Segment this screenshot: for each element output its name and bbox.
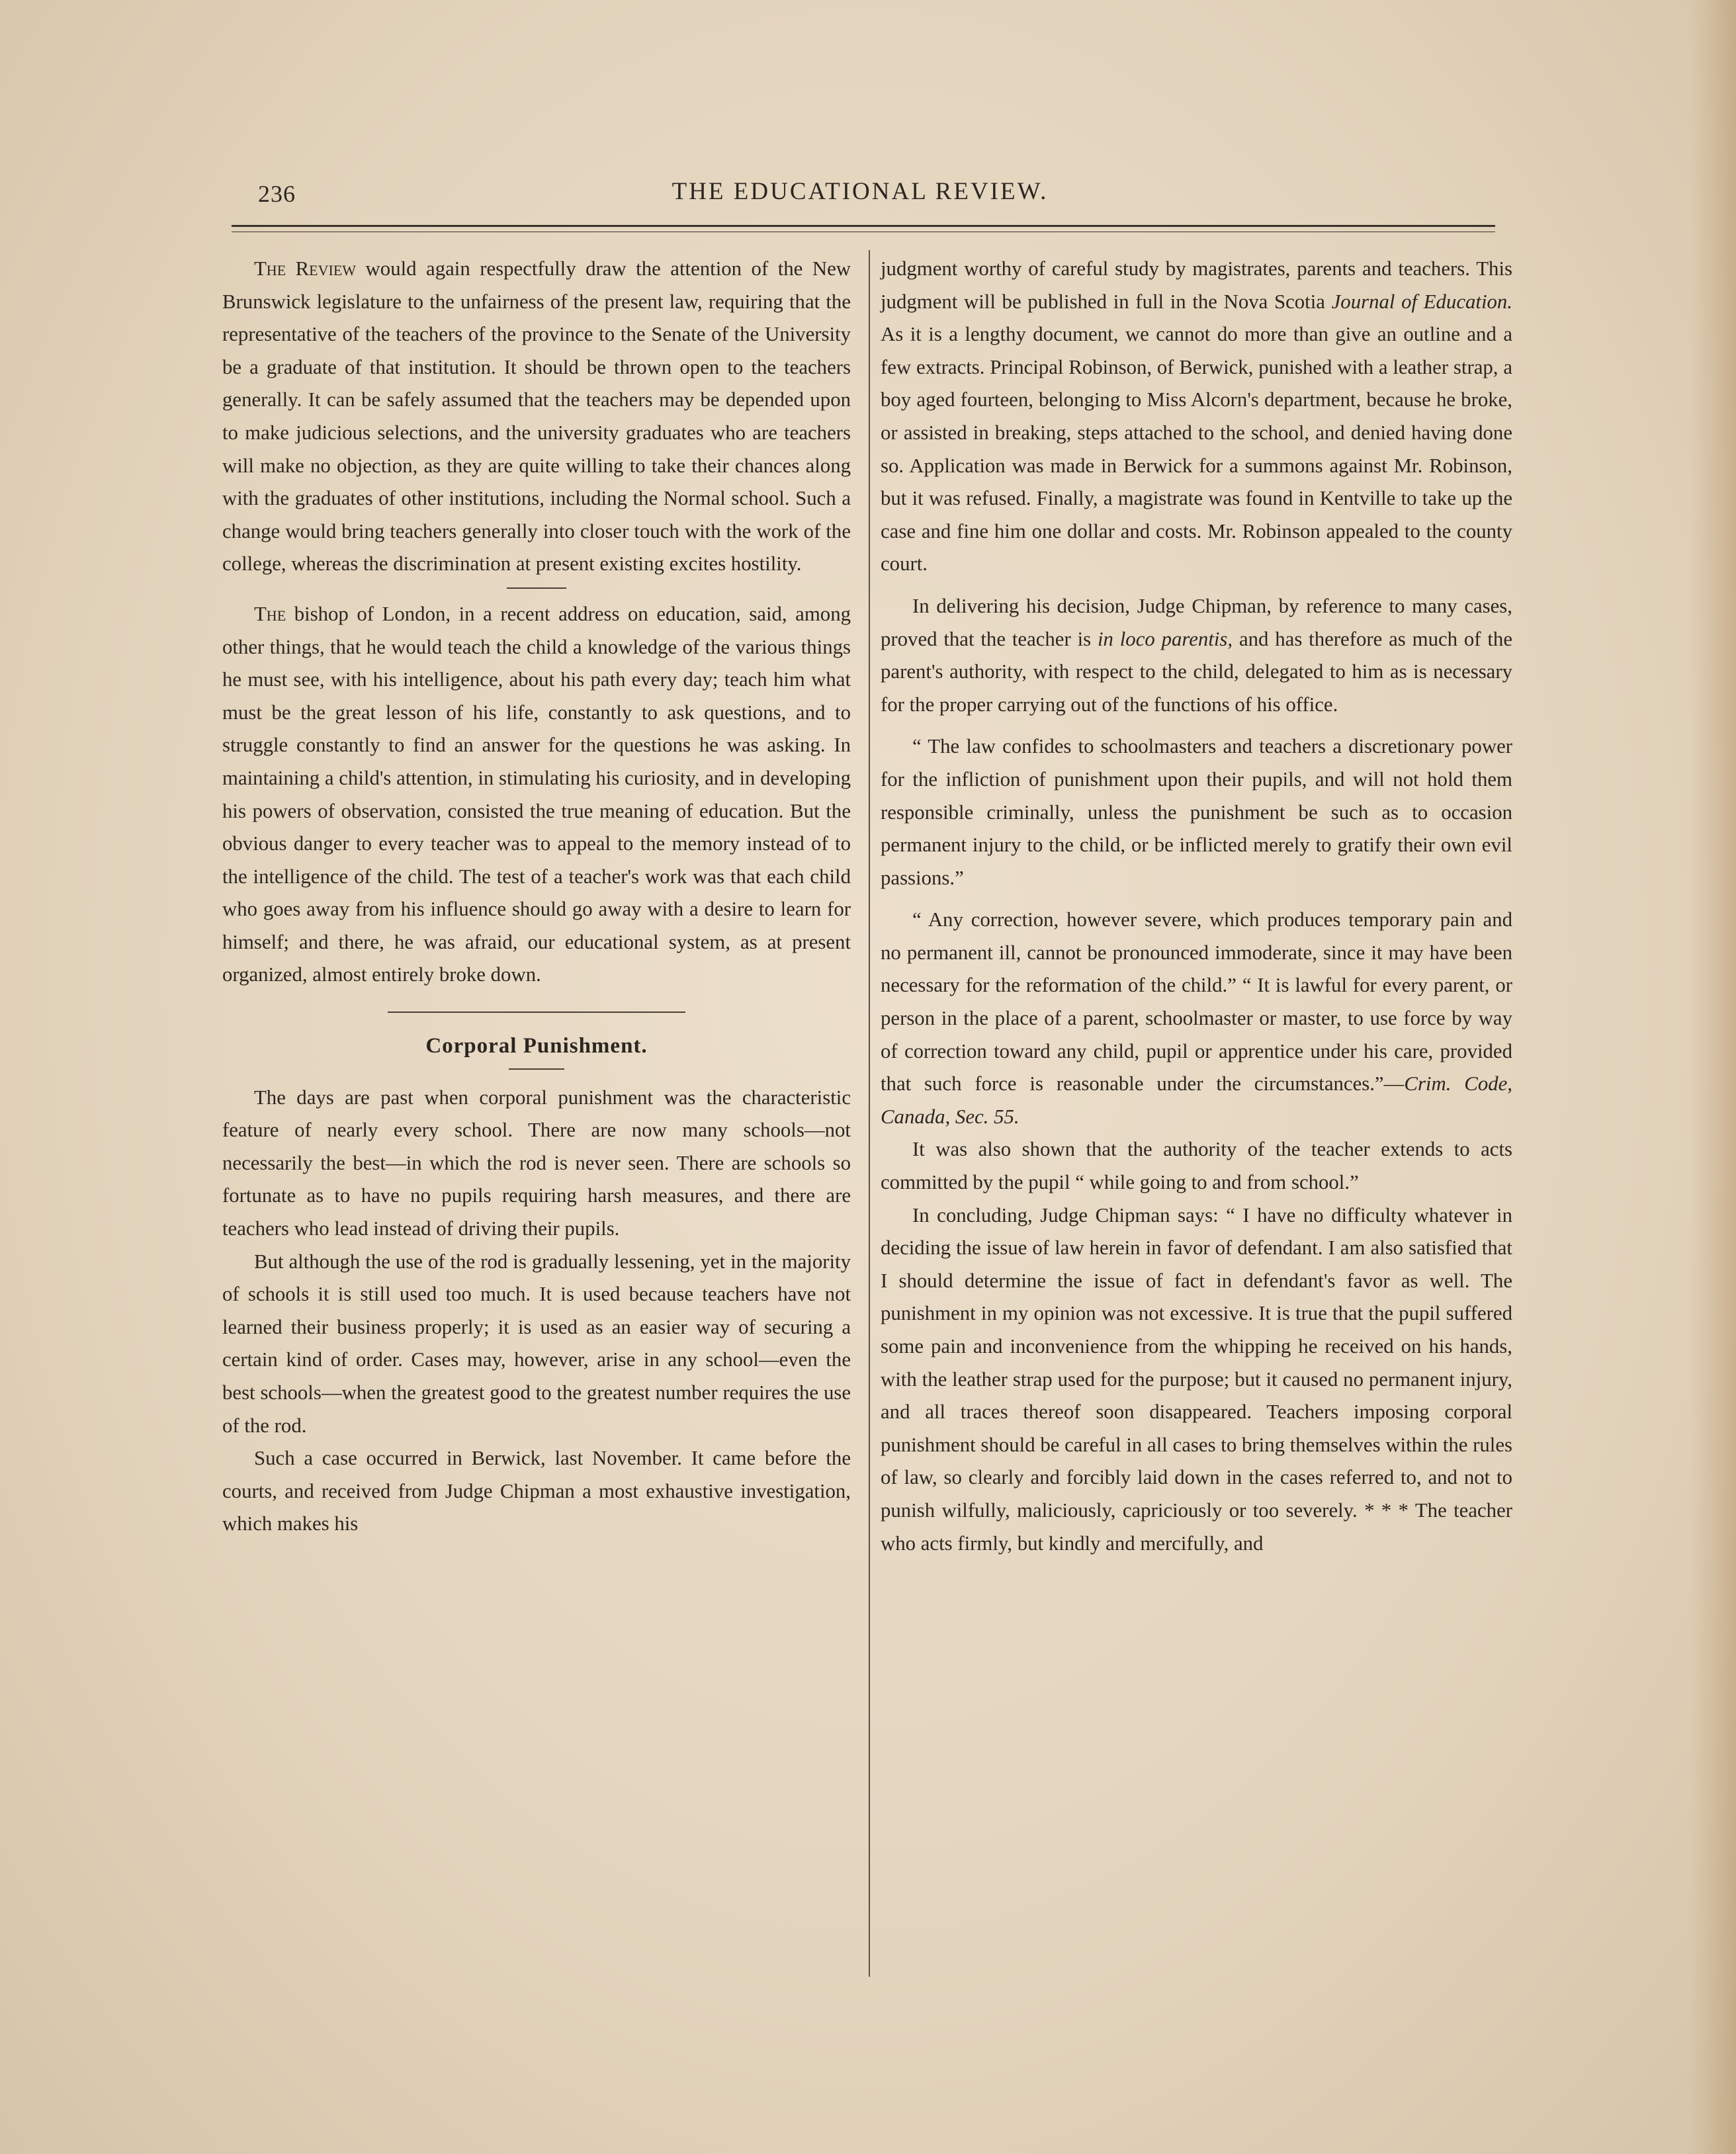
paragraph-text: As it is a lengthy document, we cannot do more than give an outline and a few extracts. Principal Robinson, of Berwick, punished with a leather strap, a boy aged fourteen, belonging to Miss Alcorn's department, because he broke, or assisted in breaking, steps attached to the school, and denied having done so. Application was made in Berwick for a summons against Mr. Robinson, but it was refused. Finally, a magistrate was found in Kentville to take up the case and fine him one dollar and costs. Mr. Robinson appealed to the county court. [881,323,1512,576]
running-title: THE EDUCATIONAL REVIEW. [672,178,1049,205]
paragraph-bishop-london [222,598,851,992]
paragraph-text: But although the use of the rod is gradually lessening, yet in the majority of schools it is still used too much. It is used because teachers have not learned their business properly; it is used as an easier way of securing a certain kind of order. Cases may, however, arise in any school—even the best schools—when the greatest good to the greatest number requires the use of the rod. [222,1250,851,1437]
italic-text: Journal of Education. [1331,290,1512,313]
section-divider [388,1012,685,1013]
right-column [881,253,1512,1560]
page-header [225,173,1495,213]
paragraph-text: In delivering his decision, Judge Chipman, by reference to many cases, proved that the teacher is [881,594,1512,650]
left-column [222,253,851,1541]
heading-rule [509,1068,564,1070]
italic-text: in loco parentis, [1097,627,1233,650]
page-number: 236 [258,181,296,207]
paragraph-decision [881,590,1512,721]
paragraph-review-senate [222,253,851,581]
italic-text: Crim. Code, Canada, Sec. 55. [881,1072,1512,1128]
paragraph-text: bishop of London, in a recent address on education, said, among other things, that he would teach the child a knowledge of the various things he must see, with his intelligence, about his path every day; teach him what must be the great lesson of his life, constantly to ask questions, and to struggle constantly to find an answer for the questions he was asking. In maintaining a child's attention, in stimulating his curiosity, and in developing his powers of observation, consisted the true meaning of education. But the obvious danger to every teacher was to appeal to the memory instead of to the intelligence of the child. The test of a teacher's work was that each child who goes away from his influence should go away with a desire to learn for himself; and there, he was afraid, our educational system, as at present organized, almost entirely broke down. [222,602,851,986]
page-edge-shadow [1690,0,1736,2154]
paragraph-text: It was also shown that the authority of the teacher extends to acts committed by the pupil “ while going to and from school.” [881,1138,1512,1194]
section-heading: Corporal Punishment. [425,1034,648,1058]
column-divider [869,250,870,1977]
paragraph-text: The days are past when corporal punishment was the characteristic feature of nearly every school. There are now many schools—not necessarily the best—in which the rod is never seen. There are schools so fortunate as to have no pupils requiring harsh measures, and there are teachers who lead instead of driving their pupils. [222,1086,851,1240]
paragraph-text: would again respectfully draw the attention of the New Brunswick legislature to the unfairness of the present law, requiring that the representative of the teachers of the province to the Senate of the University be a graduate of that institution. It should be thrown open to the teachers generally. It can be safely assumed that the teachers may be depended upon to make judicious selections, and the university graduates who are teachers will make no objection, as they are quite willing to take their chances along with the graduates of other institutions, including the Normal school. Such a change would bring teachers generally into closer touch with the work of the college, whereas the discrimination at present existing excites hostility. [222,257,851,576]
section-divider [507,587,566,589]
paragraph-text: “ Any correction, however severe, which produces temporary pain and no permanent ill, cannot be pronounced immoderate, since it may have been necessary for the reformation of the child.” “ It is lawful for every parent, or person in the place of a parent, schoolmaster or master, to use force by way of correction toward any child, pupil or apprentice under his care, provided that such force is reasonable under the circumstances.”— [881,908,1512,1096]
paragraph-text: and has therefore as much of the parent's authority, with respect to the child, delegated to him as is necessary for the proper carrying out of the functions of his office. [881,627,1512,716]
paragraph-text: judgment worthy of careful study by magistrates, parents and teachers. This judgment will be published in full in the Nova Scotia [881,257,1512,313]
lead-words: The Review [254,257,357,280]
paragraph-text: Such a case occurred in Berwick, last November. It came before the courts, and received from Judge Chipman a most exhaustive investigation, which makes his [222,1447,851,1535]
paragraph-continued [881,253,1512,581]
paragraph-quote: “ The law confides to schoolmasters and teachers a discretionary power for the infliction of punishment upon their pupils, and will not hold them responsible criminally, unless the punishment be such as to occasion permanent injury to the child, or be inflicted merely to gratify their own evil passions.” [881,735,1512,889]
header-rule [232,225,1495,227]
lead-words: The [254,602,286,625]
paragraph-quote-code [881,904,1512,1133]
paragraph-conclusion: In concluding, Judge Chipman says: “ I have no difficulty whatever in deciding the issue of law herein in favor of defendant. I am also satisfied that I should determine the issue of fact in defendant's favor as well. The punishment in my opinion was not excessive. It is true that the pupil suffered some pain and inconvenience from the whipping he received on his hands, with the leather strap used for the purpose; but it caused no permanent injury, and all traces thereof soon disappeared. Teachers imposing corporal punishment should be careful in all cases to bring themselves within the rules of law, so clearly and forcibly laid down in the cases referred to, and not to punish wilfully, maliciously, capriciously or too severely. * * * The teacher who acts firmly, but kindly and mercifully, and [881,1203,1512,1555]
